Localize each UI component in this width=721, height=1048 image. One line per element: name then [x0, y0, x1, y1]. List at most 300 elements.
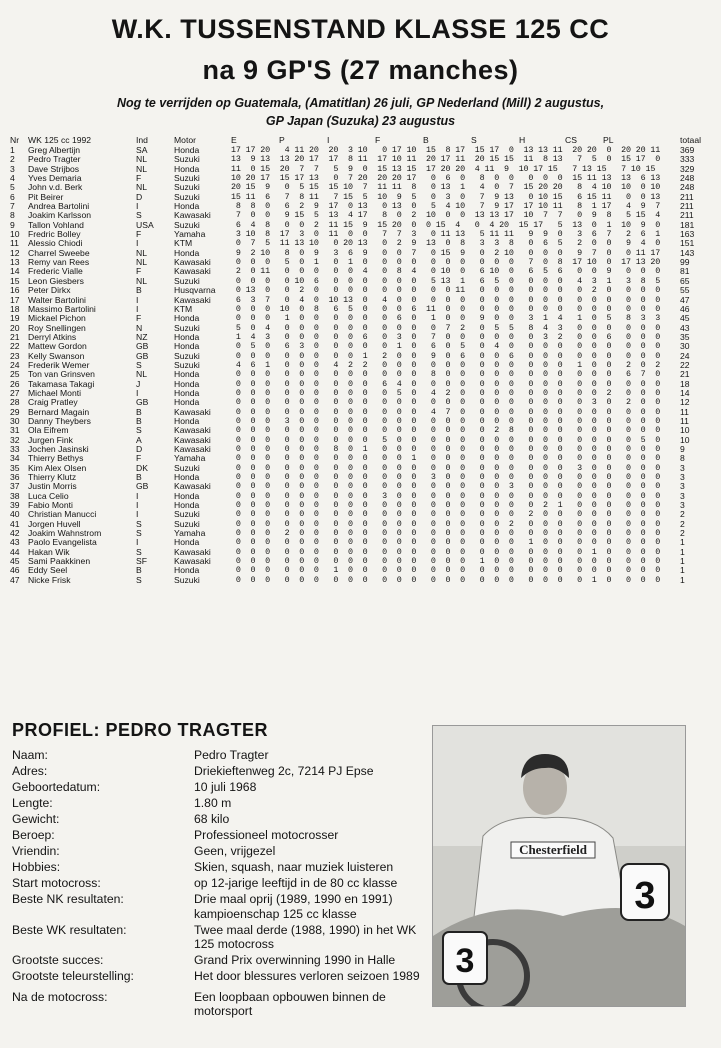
- standings-row: [10, 389, 710, 398]
- motor-cell: Honda: [174, 379, 200, 389]
- standings-row: [10, 417, 710, 426]
- rank-cell: 2: [10, 155, 15, 165]
- profile-label: Vriendin:: [12, 844, 60, 858]
- points-cell: 2 0 11 0 0 0 0 0 4 0 8 4 0 10 0 6 10 0 6 5 6 0 0 9 0 0 0: [231, 267, 661, 277]
- profile-row: [12, 990, 432, 1019]
- country-cell: NL: [136, 258, 147, 268]
- motor-cell: Honda: [174, 370, 200, 380]
- total-cell: 3: [680, 491, 685, 501]
- points-cell: 0 0 0 0 0 0 0 0 0 0 0 0 0 0 0 0 0 0 0 2 1 0 0 0 0 0 0: [231, 501, 661, 511]
- rider-name-cell: Frederic Vialle: [28, 267, 83, 277]
- rank-cell: 10: [10, 230, 20, 240]
- standings-row: [10, 408, 710, 417]
- total-cell: 55: [680, 286, 690, 296]
- rank-cell: 5: [10, 183, 15, 193]
- points-cell: 0 0 0 0 0 0 0 0 0 0 0 0 0 0 0 0 2 8 0 0 0 0 0 0 0 0 0: [231, 426, 661, 436]
- rank-cell: 41: [10, 519, 20, 529]
- rank-cell: 45: [10, 557, 20, 567]
- profile-value: 68 kilo: [194, 812, 230, 826]
- country-cell: I: [136, 239, 139, 249]
- rank-cell: 29: [10, 407, 20, 417]
- country-cell: F: [136, 314, 142, 324]
- rank-cell: 27: [10, 388, 20, 398]
- country-cell: USA: [136, 220, 154, 230]
- total-cell: 22: [680, 360, 690, 370]
- rank-cell: 34: [10, 454, 20, 464]
- profile-row: [12, 796, 432, 811]
- total-cell: 45: [680, 314, 690, 324]
- rank-cell: 1: [10, 146, 15, 155]
- rider-name-cell: Justin Morris: [28, 482, 77, 492]
- total-cell: 12: [680, 398, 690, 408]
- motor-cell: Suzuki: [174, 510, 200, 520]
- country-cell: J: [136, 379, 141, 389]
- header-gp: P: [279, 135, 285, 145]
- total-cell: 248: [680, 183, 695, 193]
- rider-name-cell: Ola Eifrem: [28, 426, 69, 436]
- rider-name-cell: Charrel Sweebe: [28, 248, 90, 258]
- total-cell: 211: [680, 202, 694, 212]
- rank-cell: 18: [10, 304, 20, 314]
- total-cell: 3: [680, 482, 685, 492]
- profile-value: Geen, vrijgezel: [194, 844, 276, 858]
- profile-label: Beroep:: [12, 828, 55, 842]
- total-cell: 9: [680, 445, 685, 454]
- rank-cell: 4: [10, 174, 15, 184]
- rider-name-cell: Thierry Bethys: [28, 454, 84, 464]
- motor-cell: Honda: [174, 332, 200, 342]
- rank-cell: 16: [10, 286, 20, 296]
- profile-label: Beste NK resultaten:: [12, 892, 124, 906]
- motor-cell: Honda: [174, 538, 200, 548]
- country-cell: I: [136, 304, 139, 314]
- points-cell: 0 0 0 0 0 0 0 0 0 0 0 0 0 0 0 0 0 0 0 0 0 0 1 0 0 0 0: [231, 547, 661, 557]
- profile-value: op 12-jarige leeftijd in de 80 cc klasse: [194, 876, 398, 890]
- country-cell: F: [136, 174, 142, 184]
- rank-cell: 40: [10, 510, 20, 520]
- rider-name-cell: Nicke Frisk: [28, 575, 71, 585]
- rider-name-cell: Michael Monti: [28, 388, 82, 398]
- rider-name-cell: Fredric Bolley: [28, 230, 81, 240]
- profile-row: [12, 969, 432, 984]
- total-cell: 333: [680, 155, 695, 165]
- points-cell: 13 9 13 13 20 17 17 8 11 17 10 11 20 17 11 20 15 15 11 8 13 7 5 0 15 17 0: [231, 155, 661, 165]
- standings-row: [10, 482, 710, 491]
- total-cell: 18: [680, 379, 690, 389]
- motor-cell: Suzuki: [174, 192, 200, 202]
- rider-name-cell: Greg Albertijn: [28, 146, 81, 155]
- motor-cell: Suzuki: [174, 463, 200, 473]
- profile-value: Driekieftenweg 2c, 7214 PJ Epse: [194, 764, 374, 778]
- standings-row: [10, 221, 710, 230]
- standings-row: [10, 566, 710, 575]
- rider-name-cell: Christian Manucci: [28, 510, 97, 520]
- rider-name-cell: Mickael Pichon: [28, 314, 86, 324]
- rider-name-cell: Eddy Seel: [28, 566, 68, 576]
- country-cell: I: [136, 510, 139, 520]
- rider-name-cell: Derryl Atkins: [28, 332, 77, 342]
- header-gp: I: [327, 135, 330, 145]
- country-cell: S: [136, 360, 142, 370]
- rider-name-cell: Takamasa Takagi: [28, 379, 95, 389]
- rider-name-cell: Hakan Wik: [28, 547, 70, 557]
- points-cell: 0 0 0 2 0 0 0 0 0 0 0 0 0 0 0 0 0 0 0 0 0 0 0 0 0 0 0: [231, 529, 661, 539]
- points-cell: 0 0 0 0 0 0 8 0 1 0 0 0 0 0 0 0 0 0 0 0 0 0 0 0 0 0 0: [231, 445, 661, 454]
- motor-cell: Husqvarna: [174, 286, 216, 296]
- points-cell: 11 0 15 20 7 7 5 9 0 15 13 15 17 20 20 4 11 9 10 17 15 7 13 15 7 10 15: [231, 164, 656, 174]
- profile-row: [12, 892, 432, 921]
- header-name: WK 125 cc 1992: [28, 135, 92, 145]
- header-nr: Nr: [10, 135, 20, 145]
- total-cell: 35: [680, 332, 690, 342]
- rider-name-cell: Mattew Gordon: [28, 342, 87, 352]
- rank-cell: 39: [10, 501, 20, 511]
- rider-name-cell: Bernard Magain: [28, 407, 90, 417]
- motor-cell: Yamaha: [174, 529, 206, 539]
- rider-name-cell: Ton van Grinsven: [28, 370, 95, 380]
- standings-row: [10, 342, 710, 351]
- rider-name-cell: Jochen Jasinski: [28, 445, 89, 454]
- points-cell: 3 10 8 17 3 0 11 0 0 7 7 3 0 11 13 5 11 11 9 9 0 3 6 7 2 6 1: [231, 230, 661, 240]
- standings-header-row: [10, 134, 710, 146]
- motor-cell: Suzuki: [174, 323, 200, 333]
- total-cell: 1: [680, 566, 685, 576]
- points-cell: 20 15 9 0 5 15 15 10 7 11 11 8 0 13 1 4 0 7 15 20 20 8 4 10 10 0 10: [231, 183, 661, 193]
- profile-row: [12, 780, 432, 795]
- country-cell: S: [136, 547, 142, 557]
- points-cell: 0 5 0 6 3 0 0 0 0 0 1 0 6 0 5 0 4 0 0 0 0 0 0 0 0 0 0: [231, 342, 661, 352]
- motor-cell: Kawasaki: [174, 267, 211, 277]
- total-cell: 163: [680, 230, 695, 240]
- country-cell: DK: [136, 463, 148, 473]
- points-cell: 0 0 0 0 10 6 0 0 0 0 0 0 5 13 1 6 5 0 0 0 0 4 3 1 3 8 5: [231, 276, 661, 286]
- motor-cell: Kawasaki: [174, 295, 211, 305]
- standings-row: [10, 510, 710, 519]
- total-cell: 211: [680, 211, 694, 221]
- total-cell: 30: [680, 342, 690, 352]
- motor-cell: Honda: [174, 501, 200, 511]
- rank-cell: 15: [10, 276, 20, 286]
- rider-name-cell: Jorgen Huvell: [28, 519, 81, 529]
- motor-cell: Honda: [174, 398, 200, 408]
- points-cell: 0 0 0 0 0 0 0 0 0 3 0 0 0 0 0 0 0 0 0 0 0 0 0 0 0 0 0: [231, 491, 661, 501]
- points-cell: 0 0 0 3 0 0 0 0 0 0 0 0 0 0 0 0 0 0 0 0 0 0 0 0 0 0 0: [231, 416, 661, 426]
- photo-sponsor-label: Chesterfield: [519, 842, 587, 857]
- rank-cell: 22: [10, 342, 20, 352]
- rank-cell: 46: [10, 566, 20, 576]
- motor-cell: Suzuki: [174, 220, 200, 230]
- country-cell: NL: [136, 276, 147, 286]
- total-cell: 10: [680, 435, 690, 445]
- rider-name-cell: Sami Paakkinen: [28, 557, 91, 567]
- total-cell: 181: [680, 220, 695, 230]
- rank-cell: 42: [10, 529, 20, 539]
- profile-value: Grand Prix overwinning 1990 in Halle: [194, 953, 396, 967]
- total-cell: 211: [680, 192, 694, 202]
- rider-name-cell: Jurgen Fink: [28, 435, 73, 445]
- standings-row: [10, 267, 710, 276]
- total-cell: 65: [680, 276, 690, 286]
- standings-row: [10, 557, 710, 566]
- profile-label: Gewicht:: [12, 812, 60, 826]
- standings-row: [10, 370, 710, 379]
- motor-cell: Kawasaki: [174, 482, 211, 492]
- points-cell: 0 0 0 0 0 0 0 0 0 5 0 0 0 0 0 0 0 0 0 0 0 0 0 0 0 5 0: [231, 435, 661, 445]
- rider-name-cell: Tallon Vohland: [28, 220, 84, 230]
- motor-cell: Honda: [174, 164, 200, 174]
- country-cell: F: [136, 230, 142, 240]
- standings-row: [10, 398, 710, 407]
- rank-cell: 3: [10, 164, 15, 174]
- profile-title: PROFIEL: PEDRO TRAGTER: [12, 720, 269, 740]
- total-cell: 1: [680, 547, 685, 557]
- rider-name-cell: Pedro Tragter: [28, 155, 81, 165]
- rider-name-cell: Leon Giesbers: [28, 276, 84, 286]
- total-cell: 11: [680, 416, 689, 426]
- points-cell: 1 4 3 0 0 0 0 0 6 0 3 0 7 0 0 0 0 0 0 3 2 0 0 6 0 0 0: [231, 332, 661, 342]
- rider-photo: [432, 725, 686, 1007]
- country-cell: GB: [136, 342, 149, 352]
- profile-label: Naam:: [12, 748, 48, 762]
- total-cell: 1: [680, 575, 685, 585]
- points-cell: 0 0 0 0 0 0 0 0 0 0 0 0 4 7 0 0 0 0 0 0 0 0 0 0 0 0 0: [231, 407, 661, 417]
- country-cell: I: [136, 501, 139, 511]
- total-cell: 2: [680, 529, 685, 539]
- country-cell: S: [136, 519, 142, 529]
- rank-cell: 36: [10, 473, 20, 483]
- motor-cell: Yamaha: [174, 454, 206, 464]
- motor-cell: Honda: [174, 146, 200, 155]
- standings-row: [10, 230, 710, 239]
- rank-cell: 14: [10, 267, 20, 277]
- points-cell: 5 0 4 0 0 0 0 0 0 0 0 0 0 7 2 0 5 5 8 4 3 0 0 0 0 0 0: [231, 323, 661, 333]
- header-total: totaal: [680, 135, 702, 145]
- country-cell: S: [136, 575, 142, 585]
- points-cell: 0 0 0 0 0 0 0 0 0 0 0 0 0 0 0 0 0 0 0 0 0 0 3 0 2 0 0: [231, 398, 661, 408]
- profile-row: [12, 953, 432, 968]
- motor-cell: Kawasaki: [174, 557, 211, 567]
- points-cell: 0 0 0 0 0 0 0 0 0 0 5 0 4 2 0 0 0 0 0 0 0 0 0 2 0 0 0: [231, 388, 661, 398]
- country-cell: GB: [136, 351, 149, 361]
- rider-name-cell: Walter Bartolini: [28, 295, 86, 305]
- country-cell: B: [136, 566, 142, 576]
- rank-cell: 47: [10, 575, 20, 585]
- total-cell: 143: [680, 248, 695, 258]
- total-cell: 24: [680, 351, 690, 361]
- total-cell: 3: [680, 501, 685, 511]
- motor-cell: Kawasaki: [174, 435, 211, 445]
- points-cell: 15 11 6 7 8 11 7 15 5 10 9 5 0 3 0 7 9 13 0 10 15 6 15 11 0 0 13: [231, 192, 661, 202]
- profile-value: 10 juli 1968: [194, 780, 257, 794]
- rider-name-cell: Paolo Evangelista: [28, 538, 97, 548]
- rank-cell: 37: [10, 482, 20, 492]
- remaining-races-line2: GP Japan (Suzuka) 23 augustus: [265, 114, 456, 128]
- points-cell: 0 0 0 0 0 0 0 0 0 0 0 0 0 0 0 0 0 0 2 0 0 0 0 0 0 0 0: [231, 510, 661, 520]
- points-cell: 0 0 0 10 0 8 6 5 0 0 0 6 11 0 0 0 0 0 0 0 0 0 0 0 0 0 0: [231, 304, 661, 314]
- country-cell: S: [136, 426, 142, 436]
- rider-name-cell: Roy Snellingen: [28, 323, 86, 333]
- profile-label: Hobbies:: [12, 860, 61, 874]
- total-cell: 99: [680, 258, 690, 268]
- standings-row: [10, 258, 710, 267]
- motor-cell: Suzuki: [174, 183, 200, 193]
- country-cell: GB: [136, 482, 149, 492]
- motor-cell: Honda: [174, 342, 200, 352]
- standings-row: [10, 146, 710, 155]
- header-ind: Ind: [136, 135, 148, 145]
- standings-row: [10, 548, 710, 557]
- page-subtitle-title: na 9 GP'S (27 manches): [202, 55, 519, 85]
- rider-name-cell: Kelly Swanson: [28, 351, 85, 361]
- total-cell: 329: [680, 164, 695, 174]
- points-cell: 0 0 0 0 0 0 0 0 0 0 0 0 0 0 0 0 0 0 1 0 0 0 0 0 0 0 0: [231, 538, 661, 548]
- country-cell: B: [136, 407, 142, 417]
- country-cell: S: [136, 529, 142, 539]
- header-gp-columns: [231, 134, 680, 146]
- rank-cell: 12: [10, 248, 20, 258]
- rank-cell: 13: [10, 258, 20, 268]
- country-cell: S: [136, 211, 142, 221]
- profile-label: Beste WK resultaten:: [12, 922, 127, 937]
- points-cell: 4 6 1 0 0 0 4 2 2 0 0 0 0 0 0 0 0 0 0 0 0 1 0 0 2 0 2: [231, 360, 661, 370]
- standings-row: [10, 277, 710, 286]
- motor-cell: Honda: [174, 416, 200, 426]
- profile-label: Start motocross:: [12, 876, 101, 890]
- rider-name-cell: Pit Beirer: [28, 192, 64, 202]
- points-cell: 17 17 20 4 11 20 20 3 10 0 17 10 15 8 17 15 17 0 13 13 11 20 20 0 20 20 11: [231, 146, 661, 155]
- rank-cell: 43: [10, 538, 20, 548]
- points-cell: 0 7 5 11 13 10 0 20 13 0 2 9 13 0 8 3 3 8 0 6 5 2 0 0 9 4 0: [231, 239, 661, 249]
- motor-cell: KTM: [174, 239, 193, 249]
- remaining-races-line1: Nog te verrijden op Guatemala, (Amatitlan) 26 juli, GP Nederland (Mill) 2 augustus,: [116, 96, 605, 110]
- profile-row: [12, 860, 432, 875]
- standings-row: [10, 529, 710, 538]
- motor-cell: Suzuki: [174, 276, 200, 286]
- header-gp: PL: [603, 135, 614, 145]
- standings-row: [10, 492, 710, 501]
- points-cell: 0 0 0 0 0 0 0 0 0 0 0 0 0 0 0 1 0 0 0 0 0 0 0 0 0 0 0: [231, 557, 661, 567]
- rider-name-cell: Remy van Rees: [28, 258, 90, 268]
- profile-value: Twee maal derde (1988, 1990) in het WK 125 motocross: [194, 922, 417, 951]
- profile-label: Lengte:: [12, 796, 53, 810]
- rider-name-cell: Luca Celio: [28, 491, 69, 501]
- country-cell: D: [136, 445, 143, 454]
- standings-row: [10, 155, 710, 164]
- country-cell: I: [136, 202, 139, 212]
- profile-row: [12, 748, 432, 763]
- standings-row: [10, 193, 710, 202]
- rider-name-cell: Alessio Chiodi: [28, 239, 83, 249]
- rank-cell: 21: [10, 332, 20, 342]
- page-title: W.K. TUSSENSTAND KLASSE 125 CC: [111, 14, 610, 44]
- header-gp: F: [375, 135, 381, 145]
- rider-name-cell: Massimo Bartolini: [28, 304, 96, 314]
- total-cell: 11: [680, 407, 689, 417]
- profile-value: Pedro Tragter: [194, 748, 269, 762]
- profile-value: Het door blessures verloren seizoen 1989: [194, 969, 420, 983]
- header-gp: S: [471, 135, 477, 145]
- rank-cell: 30: [10, 416, 20, 426]
- country-cell: N: [136, 323, 143, 333]
- country-cell: I: [136, 388, 139, 398]
- header-gp: E: [231, 135, 237, 145]
- country-cell: I: [136, 538, 139, 548]
- motor-cell: KTM: [174, 304, 193, 314]
- profile-label: Grootste teleurstelling:: [12, 969, 134, 983]
- motor-cell: Honda: [174, 491, 200, 501]
- rank-cell: 11: [10, 239, 19, 249]
- standings-row: [10, 239, 710, 248]
- total-cell: 369: [680, 146, 695, 155]
- points-cell: 0 0 0 0 0 0 0 0 0 0 0 0 0 0 0 0 0 0 0 0 0 3 0 0 0 0 0: [231, 463, 661, 473]
- standings-row: [10, 361, 710, 370]
- profile-value: 1.80 m: [194, 796, 232, 810]
- profile-label: Na de motocross:: [12, 989, 108, 1004]
- country-cell: SF: [136, 557, 147, 567]
- total-cell: 43: [680, 323, 690, 333]
- country-cell: F: [136, 267, 142, 277]
- rider-name-cell: Yves Demaria: [28, 174, 82, 184]
- profile-label: Adres:: [12, 764, 48, 778]
- rank-cell: 6: [10, 192, 15, 202]
- profile-label: Geboortedatum:: [12, 780, 101, 794]
- rank-cell: 8: [10, 211, 15, 221]
- standings-row: [10, 202, 710, 211]
- rank-cell: 28: [10, 398, 20, 408]
- motor-cell: Kawasaki: [174, 258, 211, 268]
- rider-name-cell: Craig Pratley: [28, 398, 78, 408]
- standings-row: [10, 501, 710, 510]
- motor-cell: Kawasaki: [174, 211, 211, 221]
- header-gp: H: [519, 135, 526, 145]
- rider-name-cell: Fabio Monti: [28, 501, 73, 511]
- profile-row: [12, 812, 432, 827]
- motor-cell: Suzuki: [174, 575, 200, 585]
- profile-row: [12, 923, 432, 952]
- country-cell: B: [136, 286, 142, 296]
- points-cell: 0 0 0 0 0 0 0 0 0 0 0 1 0 0 0 0 0 0 0 0 0 0 0 0 0 0 0: [231, 454, 661, 464]
- photo-bike-number-2: 3: [455, 942, 475, 980]
- points-cell: 0 0 0 0 0 0 0 0 0 0 0 0 0 0 0 0 0 2 0 0 0 0 0 0 0 0 0: [231, 519, 661, 529]
- profile-details: [12, 748, 432, 1020]
- points-cell: 0 0 0 1 0 0 0 0 0 0 6 0 1 0 0 9 0 0 3 1 4 1 0 5 8 3 3: [231, 314, 661, 324]
- profile-value: Drie maal oprij (1989, 1990 en 1991) kampioenschap 125 cc klasse: [194, 892, 393, 921]
- motor-cell: Suzuki: [174, 519, 200, 529]
- points-cell: 0 0 0 0 0 0 0 0 0 6 4 0 0 0 0 0 0 0 0 0 0 0 0 0 0 0 0: [231, 379, 661, 389]
- total-cell: 14: [680, 388, 690, 398]
- standings-row: [10, 454, 710, 463]
- standings-row: [10, 333, 710, 342]
- rider-name-cell: Danny Theybers: [28, 416, 91, 426]
- standings-row: [10, 380, 710, 389]
- header-motor: Motor: [174, 135, 196, 145]
- total-cell: 21: [680, 370, 690, 380]
- country-cell: NL: [136, 370, 147, 380]
- motor-cell: Suzuki: [174, 155, 200, 165]
- points-cell: 6 3 7 0 4 0 10 13 0 4 0 0 0 0 0 0 0 0 0 0 0 0 0 0 0 0 0: [231, 295, 661, 305]
- rider-name-cell: Frederik Wemer: [28, 360, 90, 370]
- motor-cell: Suzuki: [174, 351, 200, 361]
- rank-cell: 32: [10, 435, 20, 445]
- profile-row: [12, 876, 432, 891]
- country-cell: B: [136, 416, 142, 426]
- total-cell: 3: [680, 463, 685, 473]
- motor-cell: Honda: [174, 314, 200, 324]
- standings-row: [10, 305, 710, 314]
- country-cell: I: [136, 491, 139, 501]
- points-cell: 7 0 0 9 15 5 13 4 17 8 0 2 10 0 0 13 13 17 10 7 7 0 9 8 5 15 4: [231, 211, 661, 221]
- header-gp: CS: [565, 135, 577, 145]
